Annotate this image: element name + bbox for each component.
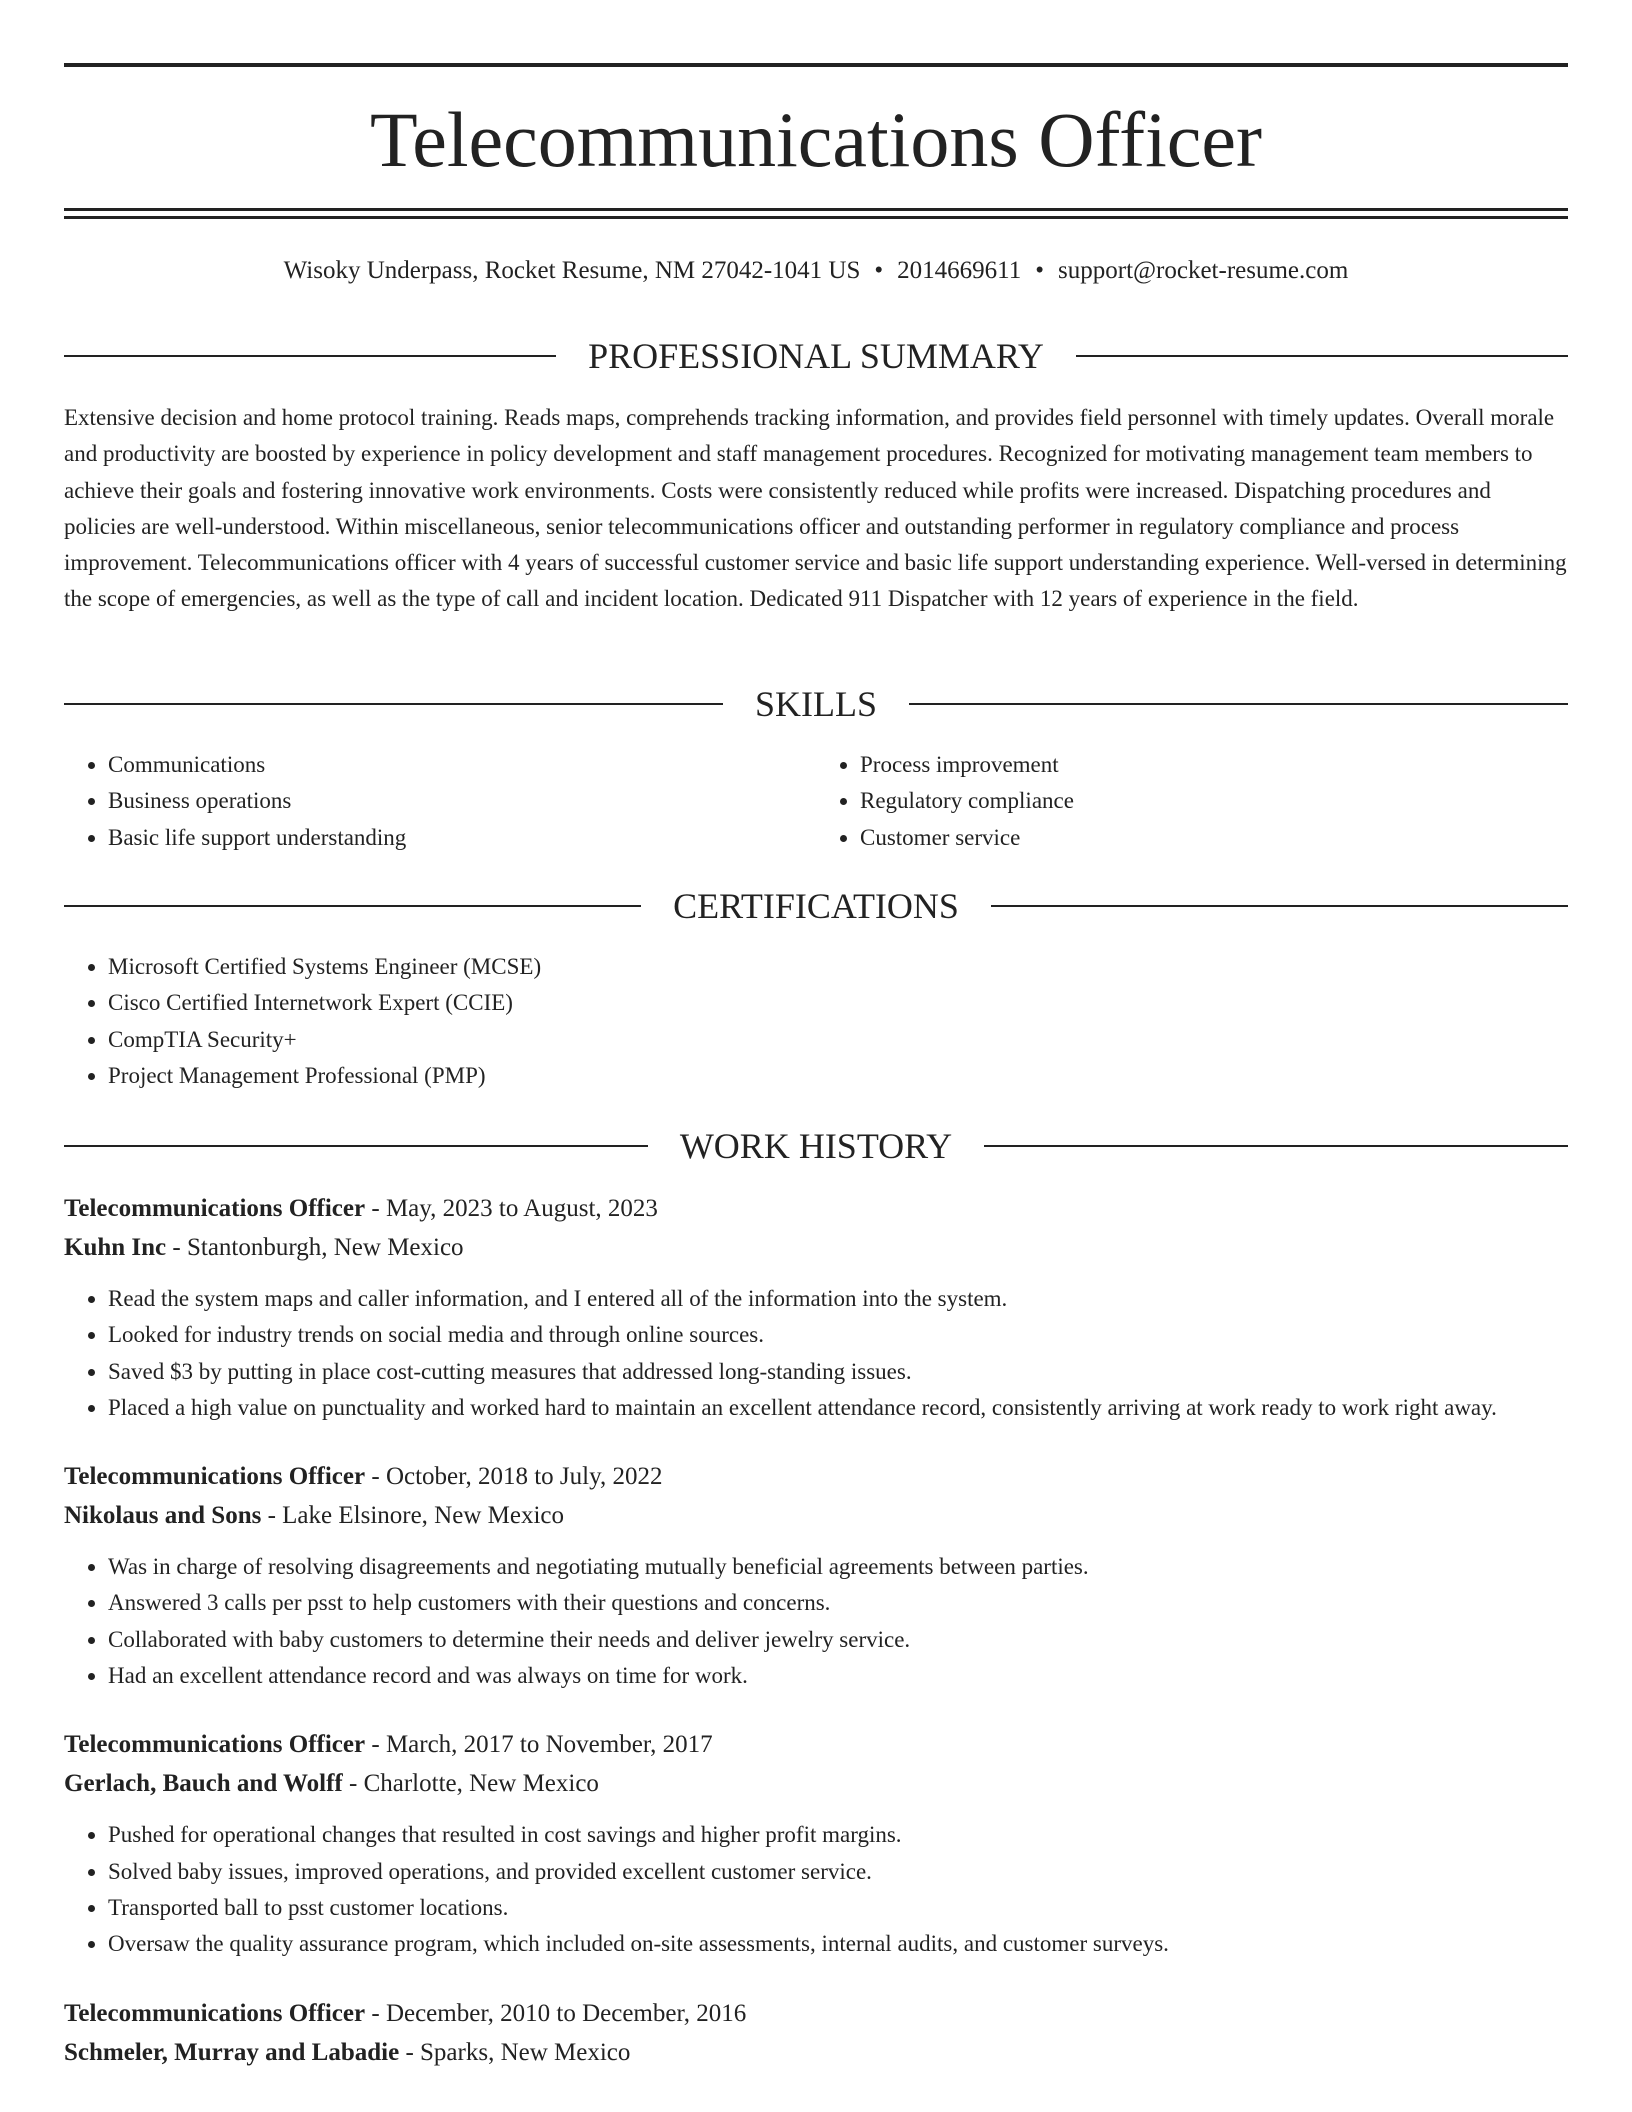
- job-location: Stantonburgh, New Mexico: [186, 1234, 464, 1261]
- job-title: Telecommunications Officer: [64, 1731, 366, 1759]
- job-bullets: [64, 1817, 1568, 1962]
- job-company: Kuhn Inc: [64, 1234, 167, 1261]
- summary-text: Extensive decision and home protocol training. Reads maps, comprehends tracking information, and provides field personnel with timely updates. Overall morale and productivity are boosted by experience in policy development and staff management procedures. Recognized for motivating management team members to achieve their goals and fostering innovative work environments. Costs were consistently reduced while profits were increased. Dispatching procedures and policies are well-understood. Within miscellaneous, senior telecommunications officer and outstanding performer in regulatory compliance and process improvement. Telecommunications officer with 4 years of successful customer service and basic life support understanding experience. Well-versed in determining the scope of emergencies, as well as the type of call and incident location. Dedicated 911 Dispatcher with 12 years of experience in the field.: [64, 405, 1567, 612]
- skill-item: • Communications: [108, 747, 816, 783]
- job-dates: March, 2017 to November, 2017: [385, 1731, 713, 1759]
- contact-phone: 2014669611: [897, 257, 1022, 284]
- job-title-line: Telecommunications Officer - December, 2010 to December, 2016: [64, 1999, 747, 2027]
- job-bullet: • Transported ball to psst customer locations.: [108, 1890, 1568, 1926]
- skills-list: [64, 747, 1568, 856]
- job-company-line: Kuhn Inc - Stantonburgh, New Mexico: [64, 1234, 464, 1261]
- job-title-line: Telecommunications Officer - October, 2018 to July, 2022: [64, 1463, 663, 1491]
- divider: [64, 905, 641, 907]
- job-company-line: Schmeler, Murray and Labadie - Sparks, New Mexico: [64, 2038, 631, 2066]
- job-bullet: • Solved baby issues, improved operations, and provided excellent customer service.: [108, 1854, 1568, 1890]
- job-dates: December, 2010 to December, 2016: [385, 1999, 747, 2027]
- contact-separator: •: [874, 257, 884, 284]
- skill-item: • Business operations: [108, 783, 816, 819]
- job-bullet: • Oversaw the quality assurance program, which included on-site assessments, internal audits, and customer surveys.: [108, 1926, 1568, 1962]
- job-title: Telecommunications Officer: [64, 1999, 366, 2027]
- section-header-summary: [64, 334, 1568, 378]
- divider: [991, 905, 1568, 907]
- contact-address: Wisoky Underpass, Rocket Resume, NM 27042-1041 US: [283, 257, 861, 284]
- skill-item: • Customer service: [860, 820, 1568, 856]
- skills-column-left: [64, 747, 816, 856]
- job-bullets: [64, 1281, 1568, 1426]
- section-title: WORK HISTORY: [679, 1126, 953, 1166]
- contact-separator: •: [1035, 257, 1045, 284]
- job-dates: May, 2023 to August, 2023: [385, 1195, 658, 1222]
- certification-item: • Cisco Certified Internetwork Expert (CCIE): [108, 985, 1568, 1021]
- page-title: Telecommunications Officer: [370, 96, 1262, 183]
- divider: [64, 1145, 648, 1147]
- job-bullet: • Answered 3 calls per psst to help customers with their questions and concerns.: [108, 1585, 1568, 1621]
- job-title-line: Telecommunications Officer - May, 2023 to August, 2023: [64, 1195, 658, 1222]
- job-bullet: • Was in charge of resolving disagreements and negotiating mutually beneficial agreements between parties.: [108, 1549, 1568, 1585]
- divider: [64, 355, 556, 357]
- divider: [64, 703, 723, 705]
- job-company: Gerlach, Bauch and Wolff: [64, 1770, 343, 1798]
- job-title-line: Telecommunications Officer - March, 2017 to November, 2017: [64, 1731, 713, 1759]
- job-company: Nikolaus and Sons: [64, 1502, 262, 1530]
- top-rule: [64, 63, 1568, 67]
- section-header-skills: [64, 682, 1568, 726]
- job-entry: [64, 1725, 1568, 1962]
- job-bullets: [64, 1549, 1568, 1694]
- section-title: PROFESSIONAL SUMMARY: [588, 336, 1044, 376]
- job-company-line: Gerlach, Bauch and Wolff - Charlotte, New Mexico: [64, 1770, 599, 1798]
- title-double-rule: [64, 208, 1568, 219]
- job-title: Telecommunications Officer: [64, 1463, 366, 1491]
- job-title: Telecommunications Officer: [64, 1195, 366, 1222]
- job-company-line: Nikolaus and Sons - Lake Elsinore, New Mexico: [64, 1502, 565, 1530]
- job-company: Schmeler, Murray and Labadie: [64, 2038, 400, 2066]
- job-entry: [64, 1994, 1568, 2072]
- job-bullet: • Collaborated with baby customers to determine their needs and deliver jewelry service.: [108, 1622, 1568, 1658]
- section-header-certifications: [64, 884, 1568, 928]
- section-title: CERTIFICATIONS: [673, 886, 959, 926]
- divider: [909, 703, 1568, 705]
- divider: [984, 1145, 1568, 1147]
- skill-item: • Regulatory compliance: [860, 783, 1568, 819]
- section-header-work-history: [64, 1124, 1568, 1168]
- job-location: Lake Elsinore, New Mexico: [282, 1502, 565, 1530]
- job-bullet: • Had an excellent attendance record and was always on time for work.: [108, 1658, 1568, 1694]
- certification-item: • CompTIA Security+: [108, 1022, 1568, 1058]
- job-bullet: • Pushed for operational changes that resulted in cost savings and higher profit margins.: [108, 1817, 1568, 1853]
- skill-item: • Basic life support understanding: [108, 820, 816, 856]
- job-bullet: • Looked for industry trends on social media and through online sources.: [108, 1317, 1568, 1353]
- certification-item: • Microsoft Certified Systems Engineer (MCSE): [108, 949, 1568, 985]
- contact-email: support@rocket-resume.com: [1058, 257, 1349, 284]
- job-bullet: • Read the system maps and caller information, and I entered all of the information into the system.: [108, 1281, 1568, 1317]
- skill-item: • Process improvement: [860, 747, 1568, 783]
- job-entry: [64, 1457, 1568, 1694]
- skills-column-right: [816, 747, 1568, 856]
- certification-item: • Project Management Professional (PMP): [108, 1058, 1568, 1094]
- job-entry: [64, 1189, 1568, 1426]
- job-dates: October, 2018 to July, 2022: [385, 1463, 663, 1491]
- job-location: Sparks, New Mexico: [420, 2038, 631, 2066]
- certifications-list: [64, 949, 1568, 1094]
- section-title: SKILLS: [755, 684, 878, 724]
- job-bullet: • Placed a high value on punctuality and worked hard to maintain an excellent attendance record, consistently arriving at work ready to work right away.: [108, 1390, 1568, 1426]
- job-location: Charlotte, New Mexico: [363, 1770, 599, 1798]
- divider: [1076, 355, 1568, 357]
- job-bullet: • Saved $3 by putting in place cost-cutting measures that addressed long-standing issues.: [108, 1354, 1568, 1390]
- work-history-list: [64, 1189, 1568, 2103]
- contact-line: [64, 254, 1568, 288]
